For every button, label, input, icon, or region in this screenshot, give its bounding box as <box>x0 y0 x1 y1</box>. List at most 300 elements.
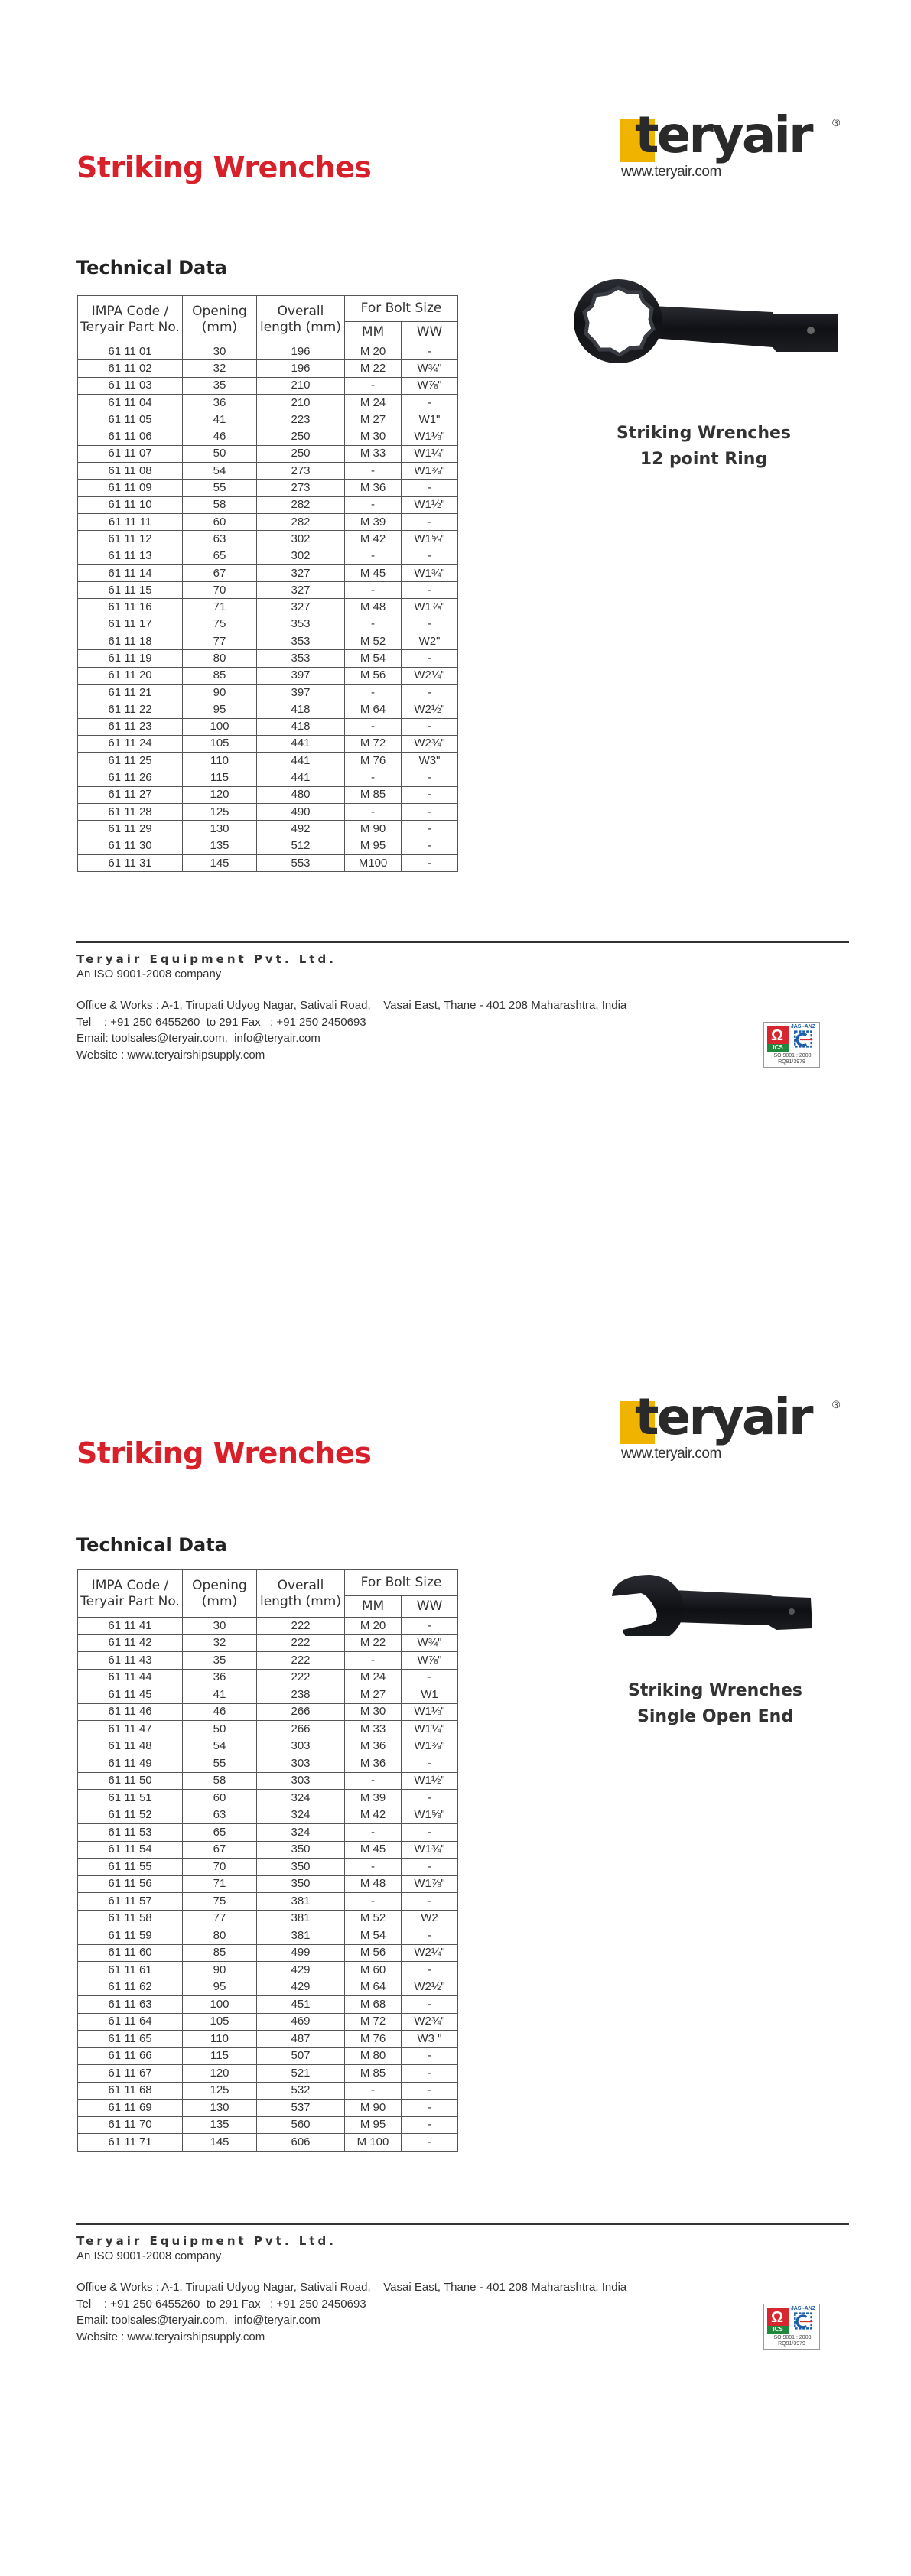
bolt-ww-cell: W2½" <box>402 1979 458 1996</box>
bolt-mm-cell: M 48 <box>345 599 402 616</box>
table-row <box>78 2047 458 2065</box>
table-row <box>78 1807 458 1824</box>
opening-cell: 115 <box>183 2047 257 2065</box>
jas-anz-gear-icon <box>790 1030 816 1052</box>
impa-code-cell: 61 11 27 <box>78 786 183 803</box>
bolt-ww-cell: - <box>402 1669 458 1686</box>
table-row <box>78 821 458 838</box>
opening-cell: 67 <box>183 564 257 581</box>
opening-cell: 50 <box>183 445 257 462</box>
bolt-mm-cell: - <box>345 616 402 633</box>
overall-length-cell: 429 <box>257 1962 345 1979</box>
bolt-mm-cell: M 27 <box>345 411 402 428</box>
bolt-mm-cell: M 54 <box>345 1927 402 1945</box>
overall-length-cell: 223 <box>257 411 345 428</box>
bolt-mm-cell: M 36 <box>345 480 402 496</box>
overall-length-cell: 350 <box>257 1859 345 1876</box>
impa-code-cell: 61 11 69 <box>78 2100 183 2117</box>
impa-code-cell: 61 11 12 <box>78 531 183 548</box>
bolt-mm-cell: M 45 <box>345 564 402 581</box>
impa-code-cell: 61 11 51 <box>78 1790 183 1807</box>
bolt-mm-cell: M 90 <box>345 2100 402 2117</box>
bolt-ww-cell: - <box>402 2047 458 2065</box>
opening-cell: 115 <box>183 769 257 786</box>
overall-length-cell: 499 <box>257 1944 345 1962</box>
bolt-mm-cell: M 33 <box>345 445 402 462</box>
overall-length-cell: 353 <box>257 616 345 633</box>
bolt-mm-cell: - <box>345 1824 402 1842</box>
bolt-mm-cell: M 36 <box>345 1755 402 1773</box>
opening-cell: 35 <box>183 377 257 394</box>
email-line: Email: toolsales@teryair.com, info@teryair.com <box>76 1032 320 1045</box>
overall-length-cell: 303 <box>257 1772 345 1790</box>
overall-length-cell: 429 <box>257 1979 345 1996</box>
overall-length-cell: 606 <box>257 2134 345 2152</box>
bolt-ww-cell: - <box>402 804 458 821</box>
impa-code-cell: 61 11 70 <box>78 2116 183 2134</box>
bolt-ww-cell: - <box>402 1618 458 1635</box>
impa-code-cell: 61 11 53 <box>78 1824 183 1842</box>
table-row <box>78 411 458 428</box>
bolt-mm-cell: M 42 <box>345 1807 402 1824</box>
overall-length-cell: 350 <box>257 1841 345 1859</box>
opening-cell: 120 <box>183 2065 257 2083</box>
technical-data-heading: Technical Data <box>76 257 227 278</box>
technical-data-table <box>77 1569 458 2152</box>
bolt-ww-cell: W2¾" <box>402 2013 458 2031</box>
opening-cell: 135 <box>183 2116 257 2134</box>
header-opening: Opening (mm) <box>183 1570 257 1618</box>
bolt-ww-cell: W1¾" <box>402 1841 458 1859</box>
impa-code-cell: 61 11 21 <box>78 684 183 701</box>
tel-line: Tel : +91 250 6455260 to 291 Fax : +91 250 2450693 <box>76 1015 366 1029</box>
table-row <box>78 1859 458 1876</box>
overall-length-cell: 451 <box>257 1996 345 2014</box>
impa-code-cell: 61 11 50 <box>78 1772 183 1790</box>
jas-anz-gear-icon <box>790 2312 816 2334</box>
bolt-mm-cell: M 33 <box>345 1721 402 1738</box>
overall-length-cell: 222 <box>257 1669 345 1686</box>
impa-code-cell: 61 11 26 <box>78 769 183 786</box>
bolt-mm-cell: M 52 <box>345 1910 402 1927</box>
table-row <box>78 854 458 871</box>
table-row <box>78 1979 458 1996</box>
table-row <box>78 838 458 854</box>
address-line: Office & Works : A-1, Tirupati Udyog Nagar, Sativali Road, Vasai East, Thane - 401 208 Maharashtra, India <box>76 999 627 1012</box>
badge-iso-line: ISO 9001 : 2008 <box>772 1053 812 1059</box>
bolt-ww-cell: W1⅛" <box>402 1703 458 1721</box>
opening-cell: 30 <box>183 1618 257 1635</box>
impa-code-cell: 61 11 66 <box>78 2047 183 2065</box>
table-body <box>78 1618 458 2152</box>
iso-certification-badge <box>763 1022 820 1068</box>
logo-wordmark: teryair <box>635 1387 812 1446</box>
header-impa-code: IMPA Code / Teryair Part No. <box>78 1570 183 1618</box>
overall-length-cell: 350 <box>257 1875 345 1893</box>
overall-length-cell: 302 <box>257 531 345 548</box>
opening-cell: 35 <box>183 1652 257 1670</box>
opening-cell: 75 <box>183 616 257 633</box>
overall-length-cell: 266 <box>257 1703 345 1721</box>
overall-length-cell: 303 <box>257 1755 345 1773</box>
impa-code-cell: 61 11 45 <box>78 1686 183 1704</box>
bolt-mm-cell: M 72 <box>345 735 402 752</box>
impa-code-cell: 61 11 68 <box>78 2082 183 2100</box>
bolt-ww-cell: W3" <box>402 753 458 769</box>
table-row <box>78 377 458 394</box>
footer <box>76 2223 849 2345</box>
opening-cell: 65 <box>183 1824 257 1842</box>
impa-code-cell: 61 11 20 <box>78 667 183 684</box>
impa-code-cell: 61 11 28 <box>78 804 183 821</box>
website-line: Website : www.teryairshipsupply.com <box>76 1048 265 1062</box>
overall-length-cell: 238 <box>257 1686 345 1704</box>
table-row <box>78 650 458 667</box>
bolt-ww-cell: - <box>402 1824 458 1842</box>
impa-code-cell: 61 11 47 <box>78 1721 183 1738</box>
opening-cell: 32 <box>183 1634 257 1652</box>
bolt-ww-cell: W1⅝" <box>402 531 458 548</box>
table-row <box>78 786 458 803</box>
opening-cell: 70 <box>183 1859 257 1876</box>
impa-code-cell: 61 11 64 <box>78 2013 183 2031</box>
product-caption <box>566 421 841 473</box>
table-row <box>78 1618 458 1635</box>
bolt-ww-cell: - <box>402 2134 458 2152</box>
bolt-ww-cell: - <box>402 480 458 496</box>
table-row <box>78 582 458 599</box>
opening-cell: 90 <box>183 684 257 701</box>
opening-cell: 32 <box>183 360 257 377</box>
bolt-ww-cell: - <box>402 1962 458 1979</box>
overall-length-cell: 397 <box>257 667 345 684</box>
opening-cell: 85 <box>183 1944 257 1962</box>
bolt-ww-cell: - <box>402 1790 458 1807</box>
impa-code-cell: 61 11 09 <box>78 480 183 496</box>
bolt-ww-cell: W1⅜" <box>402 463 458 480</box>
header-overall-length: Overall length (mm) <box>257 296 345 343</box>
table-row <box>78 360 458 377</box>
bolt-ww-cell: - <box>402 394 458 411</box>
bolt-mm-cell: M 60 <box>345 1962 402 1979</box>
bolt-ww-cell: - <box>402 821 458 838</box>
bolt-mm-cell: M 48 <box>345 1875 402 1893</box>
table-row <box>78 496 458 513</box>
opening-cell: 46 <box>183 1703 257 1721</box>
overall-length-cell: 324 <box>257 1790 345 1807</box>
overall-length-cell: 397 <box>257 684 345 701</box>
registered-mark: ® <box>832 1398 841 1410</box>
bolt-ww-cell: W⅞" <box>402 1652 458 1670</box>
opening-cell: 90 <box>183 1962 257 1979</box>
overall-length-cell: 381 <box>257 1893 345 1911</box>
bolt-ww-cell: - <box>402 2082 458 2100</box>
bolt-ww-cell: W1⅞" <box>402 1875 458 1893</box>
opening-cell: 55 <box>183 480 257 496</box>
bolt-ww-cell: W¾" <box>402 360 458 377</box>
table-row <box>78 1962 458 1979</box>
overall-length-cell: 250 <box>257 428 345 445</box>
bolt-mm-cell: M 52 <box>345 633 402 650</box>
table-row <box>78 684 458 701</box>
table-row <box>78 1910 458 1927</box>
bolt-mm-cell: - <box>345 804 402 821</box>
bolt-ww-cell: - <box>402 684 458 701</box>
overall-length-cell: 196 <box>257 343 345 360</box>
bolt-ww-cell: - <box>402 1927 458 1945</box>
bolt-mm-cell: - <box>345 463 402 480</box>
opening-cell: 30 <box>183 343 257 360</box>
table-row <box>78 735 458 752</box>
iso-certification-badge <box>763 2304 820 2350</box>
impa-code-cell: 61 11 57 <box>78 1893 183 1911</box>
overall-length-cell: 210 <box>257 394 345 411</box>
opening-cell: 100 <box>183 1996 257 2014</box>
table-row <box>78 1875 458 1893</box>
overall-length-cell: 266 <box>257 1721 345 1738</box>
overall-length-cell: 560 <box>257 2116 345 2134</box>
overall-length-cell: 469 <box>257 2013 345 2031</box>
impa-code-cell: 61 11 03 <box>78 377 183 394</box>
impa-code-cell: 61 11 14 <box>78 564 183 581</box>
table-row <box>78 1893 458 1911</box>
bolt-mm-cell: M 20 <box>345 1618 402 1635</box>
bolt-ww-cell: W3 " <box>402 2031 458 2048</box>
table-row <box>78 513 458 530</box>
impa-code-cell: 61 11 49 <box>78 1755 183 1773</box>
opening-cell: 58 <box>183 1772 257 1790</box>
table-row <box>78 616 458 633</box>
opening-cell: 80 <box>183 650 257 667</box>
table-row <box>78 2065 458 2083</box>
bolt-mm-cell: M 85 <box>345 2065 402 2083</box>
header-opening: Opening (mm) <box>183 296 257 343</box>
iso-statement: An ISO 9001-2008 company <box>76 2249 222 2262</box>
bolt-ww-cell: - <box>402 513 458 530</box>
opening-cell: 65 <box>183 548 257 564</box>
impa-code-cell: 61 11 41 <box>78 1618 183 1635</box>
bolt-ww-cell: W2 <box>402 1910 458 1927</box>
opening-cell: 60 <box>183 513 257 530</box>
impa-code-cell: 61 11 06 <box>78 428 183 445</box>
overall-length-cell: 441 <box>257 769 345 786</box>
opening-cell: 71 <box>183 599 257 616</box>
impa-code-cell: 61 11 13 <box>78 548 183 564</box>
impa-code-cell: 61 11 59 <box>78 1927 183 1945</box>
impa-code-cell: 61 11 23 <box>78 718 183 735</box>
badge-cert-number: RQ91/3979 <box>778 2341 805 2347</box>
table-row <box>78 1738 458 1755</box>
bolt-mm-cell: - <box>345 718 402 735</box>
bolt-mm-cell: M 24 <box>345 394 402 411</box>
registered-mark: ® <box>832 116 841 128</box>
opening-cell: 125 <box>183 2082 257 2100</box>
impa-code-cell: 61 11 02 <box>78 360 183 377</box>
bolt-ww-cell: W1⅛" <box>402 428 458 445</box>
teryair-logo <box>620 106 849 187</box>
bolt-ww-cell: - <box>402 1996 458 2014</box>
opening-cell: 135 <box>183 838 257 854</box>
overall-length-cell: 441 <box>257 753 345 769</box>
bolt-mm-cell: M 64 <box>345 701 402 718</box>
opening-cell: 110 <box>183 2031 257 2048</box>
address-line: Office & Works : A-1, Tirupati Udyog Nagar, Sativali Road, Vasai East, Thane - 401 208 Maharashtra, India <box>76 2281 627 2294</box>
bolt-mm-cell: M 27 <box>345 1686 402 1704</box>
impa-code-cell: 61 11 46 <box>78 1703 183 1721</box>
bolt-ww-cell: - <box>402 2116 458 2134</box>
opening-cell: 77 <box>183 633 257 650</box>
opening-cell: 60 <box>183 1790 257 1807</box>
bolt-mm-cell: M 30 <box>345 1703 402 1721</box>
bolt-mm-cell: M 45 <box>345 1841 402 1859</box>
impa-code-cell: 61 11 43 <box>78 1652 183 1670</box>
table-row <box>78 1721 458 1738</box>
bolt-mm-cell: M 80 <box>345 2047 402 2065</box>
bolt-ww-cell: - <box>402 2100 458 2117</box>
ring-wrench-icon <box>566 275 841 367</box>
opening-cell: 95 <box>183 701 257 718</box>
overall-length-cell: 418 <box>257 701 345 718</box>
tel-line: Tel : +91 250 6455260 to 291 Fax : +91 250 2450693 <box>76 2297 366 2311</box>
bolt-ww-cell: - <box>402 2065 458 2083</box>
table-row <box>78 1944 458 1962</box>
table-row <box>78 1703 458 1721</box>
opening-cell: 105 <box>183 735 257 752</box>
table-row <box>78 633 458 650</box>
table-row <box>78 1634 458 1652</box>
opening-cell: 110 <box>183 753 257 769</box>
impa-code-cell: 61 11 71 <box>78 2134 183 2152</box>
table-row <box>78 463 458 480</box>
table-row <box>78 753 458 769</box>
table-row <box>78 1652 458 1670</box>
email-line: Email: toolsales@teryair.com, info@teryair.com <box>76 2314 320 2327</box>
overall-length-cell: 507 <box>257 2047 345 2065</box>
bolt-mm-cell: - <box>345 1772 402 1790</box>
bolt-ww-cell: W1" <box>402 411 458 428</box>
table-row <box>78 1824 458 1842</box>
table-row <box>78 2013 458 2031</box>
overall-length-cell: 282 <box>257 513 345 530</box>
table-row <box>78 1996 458 2014</box>
footer <box>76 941 849 1063</box>
table-row <box>78 1790 458 1807</box>
overall-length-cell: 222 <box>257 1652 345 1670</box>
footer-divider <box>76 941 849 943</box>
table-row <box>78 480 458 496</box>
header-mm: MM <box>345 322 402 343</box>
header-ww: WW <box>402 322 458 343</box>
bolt-mm-cell: M 68 <box>345 1996 402 2014</box>
table-row <box>78 1927 458 1945</box>
bolt-mm-cell: M 64 <box>345 1979 402 1996</box>
bolt-mm-cell: - <box>345 2082 402 2100</box>
bolt-mm-cell: M 90 <box>345 821 402 838</box>
table-row <box>78 1772 458 1790</box>
ics-label: ICS <box>767 2326 789 2334</box>
overall-length-cell: 537 <box>257 2100 345 2117</box>
opening-cell: 54 <box>183 1738 257 1755</box>
bolt-mm-cell: M 30 <box>345 428 402 445</box>
opening-cell: 54 <box>183 463 257 480</box>
overall-length-cell: 381 <box>257 1910 345 1927</box>
table-row <box>78 701 458 718</box>
opening-cell: 145 <box>183 854 257 871</box>
ics-label: ICS <box>767 1044 789 1052</box>
impa-code-cell: 61 11 07 <box>78 445 183 462</box>
header-bolt-size: For Bolt Size <box>345 296 458 322</box>
bolt-mm-cell: - <box>345 1859 402 1876</box>
impa-code-cell: 61 11 08 <box>78 463 183 480</box>
bolt-mm-cell: - <box>345 1893 402 1911</box>
overall-length-cell: 381 <box>257 1927 345 1945</box>
bolt-ww-cell: - <box>402 582 458 599</box>
impa-code-cell: 61 11 18 <box>78 633 183 650</box>
bolt-mm-cell: M100 <box>345 854 402 871</box>
bolt-ww-cell: W1⅝" <box>402 1807 458 1824</box>
jas-anz-label: JAS -ANZ <box>790 1024 816 1029</box>
impa-code-cell: 61 11 29 <box>78 821 183 838</box>
caption-line-2: 12 point Ring <box>639 450 768 469</box>
table-row <box>78 1755 458 1773</box>
table-row <box>78 599 458 616</box>
product-block <box>566 275 841 473</box>
opening-cell: 63 <box>183 531 257 548</box>
table-row <box>78 667 458 684</box>
bolt-ww-cell: W1¼" <box>402 445 458 462</box>
impa-code-cell: 61 11 44 <box>78 1669 183 1686</box>
table-row <box>78 1669 458 1686</box>
bolt-mm-cell: - <box>345 582 402 599</box>
bolt-mm-cell: M 85 <box>345 786 402 803</box>
table-row <box>78 1686 458 1704</box>
bolt-mm-cell: M 22 <box>345 360 402 377</box>
impa-code-cell: 61 11 58 <box>78 1910 183 1927</box>
bolt-mm-cell: M 22 <box>345 1634 402 1652</box>
bolt-ww-cell: W2½" <box>402 701 458 718</box>
overall-length-cell: 490 <box>257 804 345 821</box>
bolt-mm-cell: - <box>345 769 402 786</box>
page-title: Striking Wrenches <box>76 1436 372 1471</box>
impa-code-cell: 61 11 05 <box>78 411 183 428</box>
bolt-ww-cell: - <box>402 786 458 803</box>
overall-length-cell: 418 <box>257 718 345 735</box>
teryair-logo <box>620 1387 849 1469</box>
bolt-mm-cell: - <box>345 1652 402 1670</box>
table-row <box>78 394 458 411</box>
bolt-ww-cell: W1¼" <box>402 1721 458 1738</box>
ics-omega-icon: Ω <box>767 1026 789 1050</box>
overall-length-cell: 324 <box>257 1807 345 1824</box>
impa-code-cell: 61 11 24 <box>78 735 183 752</box>
opening-cell: 67 <box>183 1841 257 1859</box>
opening-cell: 130 <box>183 2100 257 2117</box>
bolt-ww-cell: W1½" <box>402 496 458 513</box>
bolt-mm-cell: - <box>345 548 402 564</box>
impa-code-cell: 61 11 01 <box>78 343 183 360</box>
bolt-mm-cell: - <box>345 684 402 701</box>
footer-divider <box>76 2223 849 2225</box>
bolt-ww-cell: - <box>402 1859 458 1876</box>
opening-cell: 36 <box>183 1669 257 1686</box>
header-ww: WW <box>402 1596 458 1618</box>
opening-cell: 58 <box>183 496 257 513</box>
bolt-mm-cell: - <box>345 377 402 394</box>
table-body <box>78 343 458 872</box>
catalog-page-open-end <box>0 1288 911 2576</box>
table-row <box>78 343 458 360</box>
overall-length-cell: 327 <box>257 564 345 581</box>
